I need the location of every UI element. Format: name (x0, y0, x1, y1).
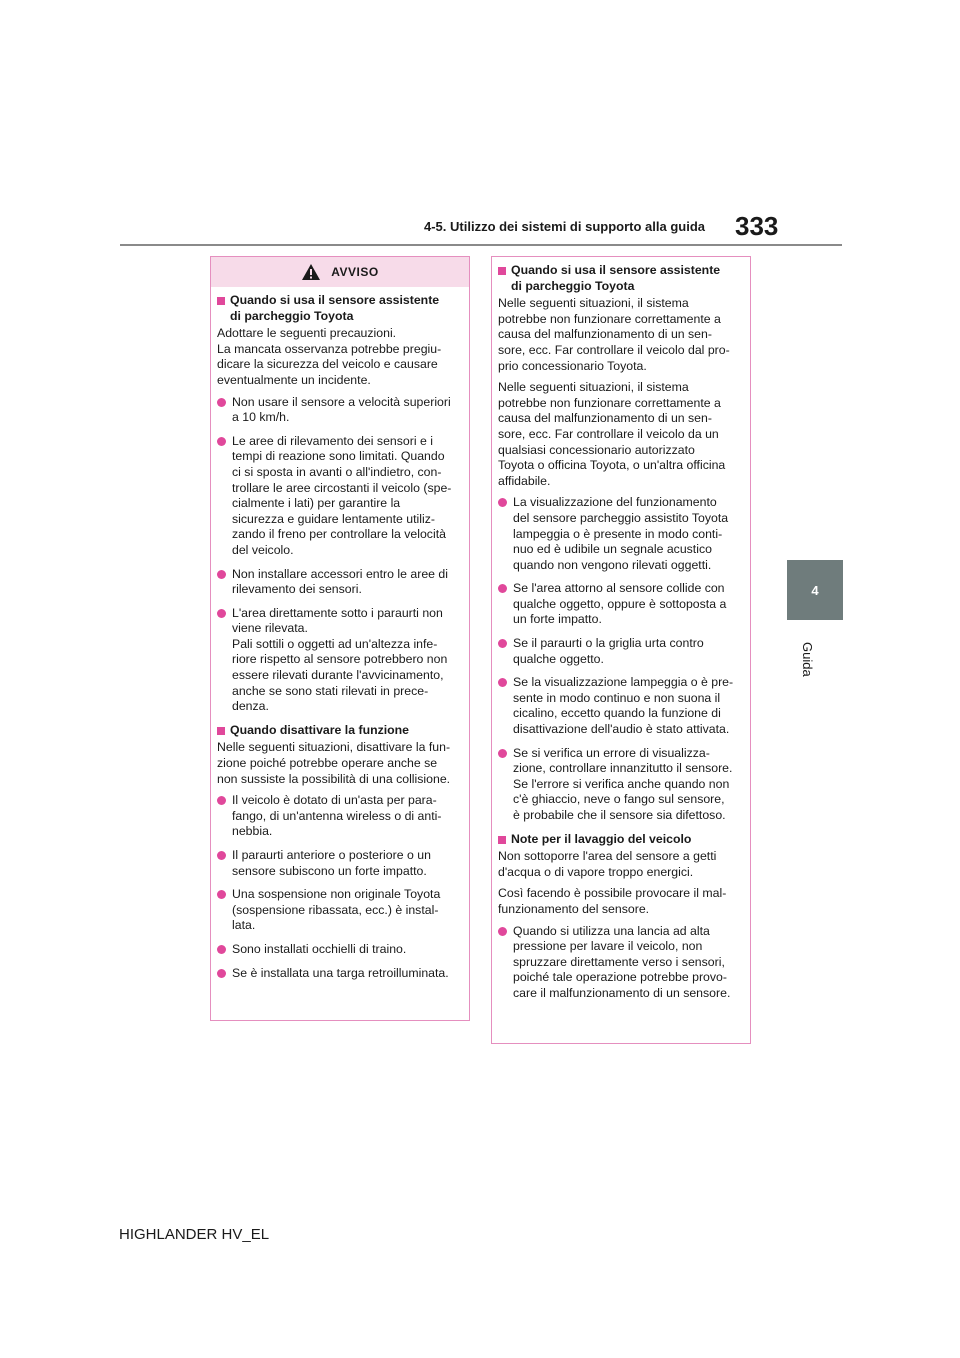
paragraph: Così facendo è possibile provocare il mal- funzionamento del sensore. (498, 886, 727, 916)
list-item: Se l'area attorno al sensore collide con qualche oggetto, oppure è sottoposta a un forte impatto. (498, 581, 744, 628)
bullet-icon (217, 969, 226, 978)
footer-model: HIGHLANDER HV_EL (119, 1226, 270, 1243)
paragraph: Nelle seguenti situazioni, disattivare la fun- zione poiché potrebbe operare anche se non sussiste la possibilità di una collisione. (217, 740, 451, 786)
square-bullet-icon (498, 836, 506, 844)
list-item: Non installare accessori entro le aree di rilevamento dei sensori. (217, 567, 463, 598)
bullet-icon (217, 570, 226, 579)
warning-content (211, 287, 469, 981)
warning-triangle-icon (301, 263, 321, 281)
list-item: Non usare il sensore a velocità superiori a 10 km/h. (217, 395, 463, 426)
warning-box (210, 256, 470, 1021)
warning-box-continued (491, 256, 751, 1044)
list-item: L'area direttamente sotto i paraurti non viene rilevata. Pali sottili o oggetti ad un'altezza infe- riore rispetto al sensore potrebbero non essere rilevati durante l'avvicinamento, anche se sono stati rilevati in prece- denza. (217, 606, 463, 715)
square-bullet-icon (498, 267, 506, 275)
list-item: Le aree di rilevamento dei sensori e i tempi di reazione sono limitati. Quando ci si sposta in avanti o all'indietro, con- trollare le aree circostanti il veicolo (spe- cialmente i lati) per garantire la sicurezza e guidare lentamente utiliz- zando il freno per controllare la velocità del veicolo. (217, 434, 463, 559)
list-item: Se la visualizzazione lampeggia o è pre- sente in modo continuo e non suona il cicalino, eccetto quando la funzione di disattivazione dell'audio è stato attivata. (498, 675, 744, 737)
bullet-icon (217, 796, 226, 805)
page-number: 333 (735, 211, 779, 241)
list-item: Il paraurti anteriore o posteriore o un sensore subiscono un forte impatto. (217, 848, 463, 879)
subheading: Quando si usa il sensore assistente di parcheggio Toyota (498, 263, 744, 294)
bullet-icon (217, 398, 226, 407)
bullet-icon (217, 851, 226, 860)
header-divider (120, 244, 842, 246)
square-bullet-icon (217, 727, 225, 735)
subheading: Note per il lavaggio del veicolo (498, 832, 744, 848)
bullet-icon (217, 890, 226, 899)
paragraph: Non sottoporre l'area del sensore a getti d'acqua o di vapore troppo energici. (498, 849, 717, 879)
bullet-icon (498, 678, 507, 687)
bullet-icon (498, 498, 507, 507)
list-item: Il veicolo è dotato di un'asta per para- fango, di un'antenna wireless o di anti- nebbia. (217, 793, 463, 840)
bullet-icon (498, 584, 507, 593)
paragraph: Adottare le seguenti precauzioni. La mancata osservanza potrebbe pregiu- dicare la sicurezza del veicolo e causare eventualmente un incidente. (217, 326, 442, 387)
list-item: Se il paraurti o la griglia urta contro qualche oggetto. (498, 636, 744, 667)
paragraph: Nelle seguenti situazioni, il sistema potrebbe non funzionare correttamente a causa del malfunzionamento di un sen- sore, ecc. Far controllare il veicolo da un qualsiasi concessionario autorizzato Toyota o officina Toyota, o un'altra officina affidabile. (498, 380, 726, 488)
bullet-icon (217, 609, 226, 618)
chapter-label: Guida (800, 642, 815, 677)
paragraph: Nelle seguenti situazioni, il sistema potrebbe non funzionare correttamente a causa del malfunzionamento di un sen- sore, ecc. Far controllare il veicolo dal pro- prio concessionario Toyota. (498, 296, 730, 373)
list-item: Una sospensione non originale Toyota (sospensione ribassata, ecc.) è instal- lata. (217, 887, 463, 934)
bullet-icon (217, 437, 226, 446)
square-bullet-icon (217, 297, 225, 305)
warning-title-text: AVVISO (331, 265, 379, 279)
bullet-icon (217, 945, 226, 954)
section-header: 4-5. Utilizzo dei sistemi di supporto alla guida (424, 219, 705, 234)
list-item: Se si verifica un errore di visualizza- zione, controllare innanzitutto il sensore. Se l'errore si verifica anche quando non c'è ghiaccio, neve o fango sul sensore, è probabile che il sensore sia difettoso. (498, 746, 744, 824)
warning-title (211, 257, 469, 287)
subheading: Quando disattivare la funzione (217, 723, 463, 739)
chapter-tab (787, 560, 843, 620)
subheading: Quando si usa il sensore assistente di parcheggio Toyota (217, 293, 463, 324)
list-item: Quando si utilizza una lancia ad alta pressione per lavare il veicolo, non spruzzare direttamente verso i sensori, poiché tale operazione potrebbe provo- care il malfunzionamento di un sensore. (498, 924, 744, 1002)
bullet-icon (498, 639, 507, 648)
list-item: Se è installata una targa retroilluminata. (217, 966, 463, 982)
bullet-icon (498, 749, 507, 758)
warning-content (492, 257, 750, 1002)
list-item: La visualizzazione del funzionamento del sensore parcheggio assistito Toyota lampeggia o è presente in modo conti- nuo ed è udibile un segnale acustico quando non vengono rilevati oggetti. (498, 495, 744, 573)
list-item: Sono installati occhielli di traino. (217, 942, 463, 958)
chapter-number: 4 (811, 582, 819, 598)
bullet-icon (498, 927, 507, 936)
